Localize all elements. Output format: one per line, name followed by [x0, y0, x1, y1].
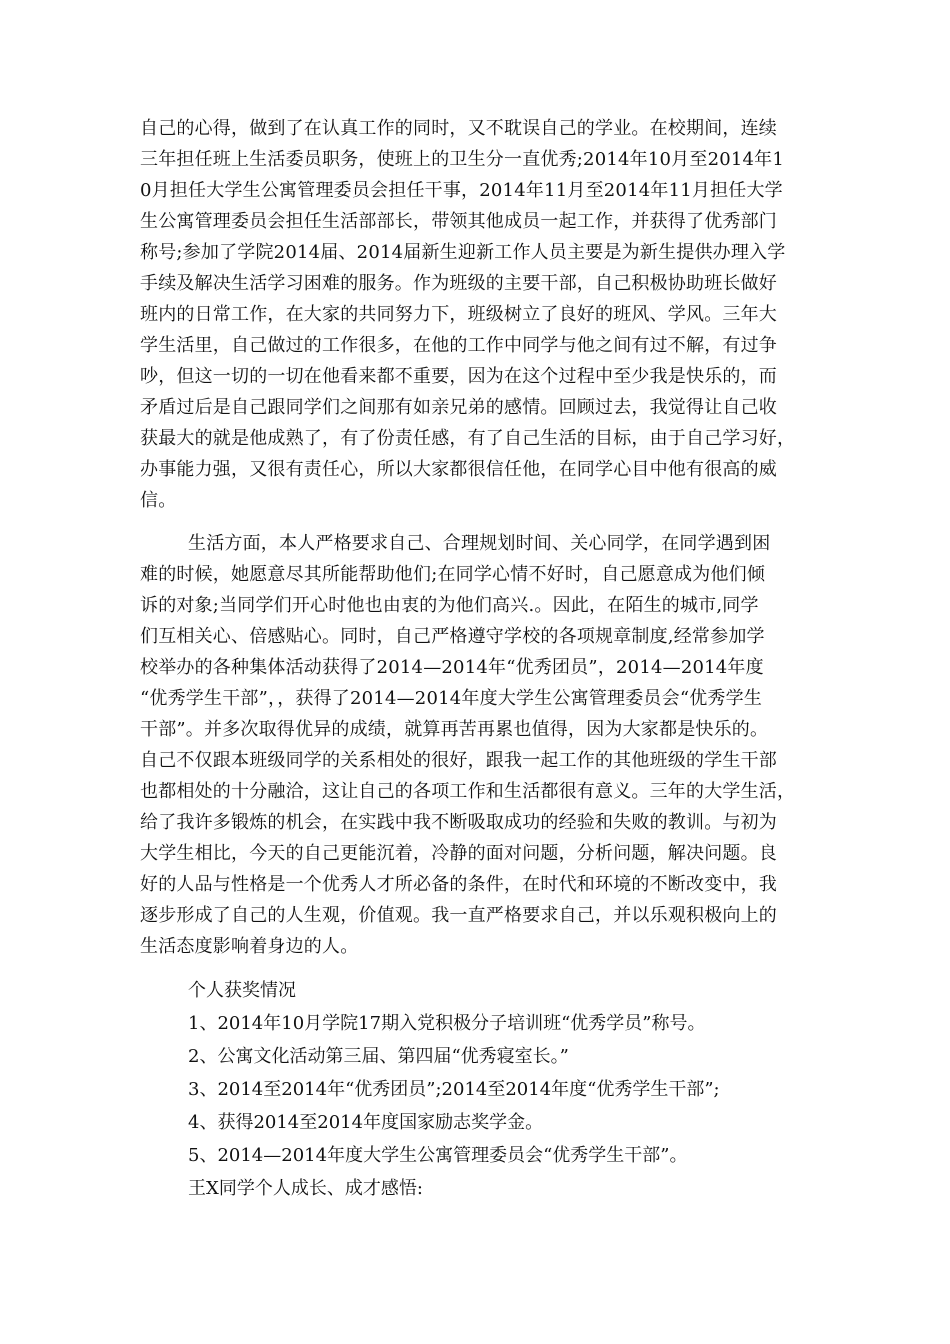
text-line: 生活方面，本人严格要求自己、合理规划时间、关心同学，在同学遇到困	[188, 533, 771, 554]
text-line: 称号;参加了学院2014届、2014届新生迎新工作人员主要是为新生提供办理入学	[140, 242, 786, 263]
text-line: 手续及解决生活学习困难的服务。作为班级的主要干部，自己积极协助班长做好	[140, 273, 777, 294]
award-item: 1、2014年10月学院17期入党积极分子培训班“优秀学员”称号。	[188, 1013, 706, 1034]
text-line: 生活态度影响着身边的人。	[140, 936, 359, 957]
text-line: 吵，但这一切的一切在他看来都不重要，因为在这个过程中至少我是快乐的，而	[140, 366, 777, 387]
awards-heading: 个人获奖情况	[188, 980, 296, 1001]
award-item: 2、公寓文化活动第三届、第四届“优秀寝室长。”	[188, 1046, 569, 1067]
text-line: 矛盾过后是自己跟同学们之间那有如亲兄弟的感情。回顾过去，我觉得让自己收	[140, 397, 777, 418]
text-line: 生公寓管理委员会担任生活部部长，带领其他成员一起工作，并获得了优秀部门	[140, 211, 777, 232]
award-item: 3、2014至2014年“优秀团员”;2014至2014年度“优秀学生干部”;	[188, 1079, 720, 1100]
text-line: 也都相处的十分融洽，这让自己的各项工作和生活都很有意义。三年的大学生活，	[140, 781, 796, 802]
text-line: 们互相关心、倍感贴心。同时，自己严格遵守学校的各项规章制度,经常参加学	[140, 626, 765, 647]
text-line: 校举办的各种集体活动获得了2014—2014年“优秀团员”，2014—2014年度	[140, 657, 764, 678]
text-line: 干部”。并多次取得优异的成绩，就算再苦再累也值得，因为大家都是快乐的。	[140, 719, 769, 740]
text-line: 自己不仅跟本班级同学的关系相处的很好，跟我一起工作的其他班级的学生干部	[140, 750, 777, 771]
text-line: 获最大的就是他成熟了，有了份责任感，有了自己生活的目标，由于自己学习好，	[140, 428, 796, 449]
awards-section	[140, 974, 840, 1205]
text-line: 0月担任大学生公寓管理委员会担任干事，2014年11月至2014年11月担任大学	[140, 180, 783, 201]
text-line: 难的时候，她愿意尽其所能帮助他们;在同学心情不好时，自己愿意成为他们倾	[140, 564, 766, 585]
text-line: 办事能力强，又很有责任心，所以大家都很信任他，在同学心目中他有很高的威	[140, 459, 777, 480]
paragraph-work-experience	[140, 113, 840, 516]
text-line: 自己的心得，做到了在认真工作的同时，又不耽误自己的学业。在校期间，连续	[140, 118, 777, 139]
text-line: 诉的对象;当同学们开心时他也由衷的为他们高兴.。因此，在陌生的城市,同学	[140, 595, 759, 616]
text-line: 班内的日常工作，在大家的共同努力下，班级树立了良好的班风、学风。三年大	[140, 304, 777, 325]
text-line: 逐步形成了自己的人生观，价值观。我一直严格要求自己，并以乐观积极向上的	[140, 905, 777, 926]
text-line: 信。	[140, 490, 177, 511]
award-item: 5、2014—2014年度大学生公寓管理委员会“优秀学生干部”。	[188, 1145, 688, 1166]
text-line: 好的人品与性格是一个优秀人才所必备的条件，在时代和环境的不断改变中，我	[140, 874, 777, 895]
text-line: “优秀学生干部”，，获得了2014—2014年度大学生公寓管理委员会“优秀学生	[140, 688, 763, 709]
text-line: 给了我许多锻炼的机会，在实践中我不断吸取成功的经验和失败的教训。与初为	[140, 812, 777, 833]
text-line: 三年担任班上生活委员职务，使班上的卫生分一直优秀;2014年10月至2014年1	[140, 149, 785, 170]
paragraph-life	[140, 528, 840, 962]
text-line: 学生活里，自己做过的工作很多，在他的工作中同学与他之间有过不解，有过争	[140, 335, 777, 356]
closing-heading: 王X同学个人成长、成才感悟:	[188, 1178, 423, 1199]
award-item: 4、获得2014至2014年度国家励志奖学金。	[188, 1112, 544, 1133]
text-line: 大学生相比，今天的自己更能沉着，冷静的面对问题，分析问题，解决问题。良	[140, 843, 777, 864]
